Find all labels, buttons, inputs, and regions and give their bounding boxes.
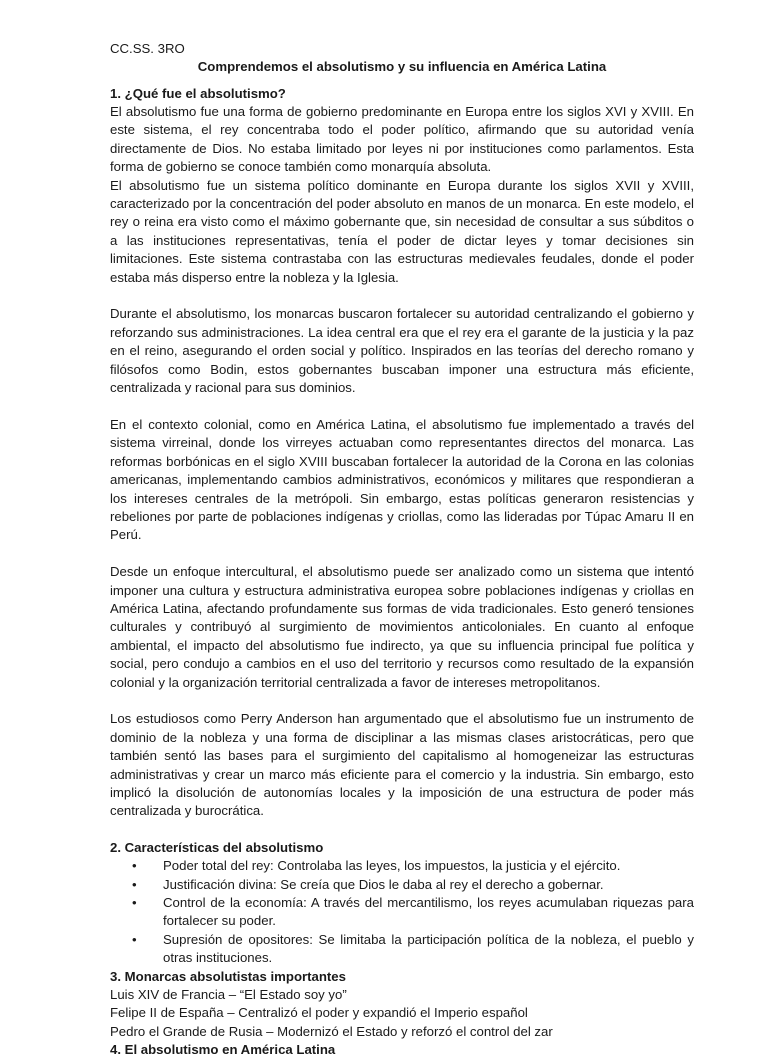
paragraph-4: En el contexto colonial, como en América Latina, el absolutismo fue implementado a través del sistema virreinal, donde los virreyes actuaban como representantes directos del monarca. Las reformas borbónicas en el siglo XVIII buscaban fortalecer la autoridad de la Corona en las colonias americanas, implementando cambios administrativos, económicos y militares que respondieran a los intereses centrales de la metrópoli. Sin embargo, estas políticas generaron resistencias y rebeliones por parte de poblaciones indígenas y criollas, como las lideradas por Túpac Amaru II en Perú.: [110, 416, 694, 543]
document-page: [110, 40, 694, 1059]
list-item-text: Poder total del rey: Controlaba las leyes, los impuestos, la justicia y el ejército.: [163, 858, 621, 874]
bullet-icon: •: [132, 894, 137, 910]
list-item-text: Control de la economía: A través del mercantilismo, los reyes acumulaban riquezas para fortalecer su poder.: [163, 894, 694, 929]
list-item: [110, 876, 694, 894]
paragraph-2: El absolutismo fue un sistema político dominante en Europa durante los siglos XVII y XVIII, caracterizado por la concentración del poder absoluto en manos de un monarca. En este modelo, el rey o reina era visto como el máximo gobernante que, sin necesidad de consultar a sus súbditos o a las instituciones representativas, tenía el poder de dictar leyes y tomar decisiones sin limitaciones. Este sistema contrastaba con las estructuras medievales feudales, donde el poder estaba más disperso entre la nobleza y la Iglesia.: [110, 177, 694, 285]
bullet-icon: •: [132, 858, 137, 874]
list-item: [110, 931, 694, 968]
monarch-line: Luis XIV de Francia – “El Estado soy yo”: [110, 986, 347, 1002]
paragraph-spacer: [110, 821, 694, 839]
bullet-icon: •: [132, 876, 137, 892]
list-item-text: Justificación divina: Se creía que Dios le daba al rey el derecho a gobernar.: [163, 876, 604, 892]
paragraph-spacer: [110, 397, 694, 415]
list-item: [110, 894, 694, 931]
section-4-heading: 4. El absolutismo en América Latina: [110, 1042, 336, 1058]
monarch-line: Felipe II de España – Centralizó el poder y expandió el Imperio español: [110, 1005, 528, 1021]
paragraph-spacer: [110, 692, 694, 710]
document-title: Comprendemos el absolutismo y su influencia en América Latina: [197, 59, 607, 74]
list-item-text: Supresión de opositores: Se limitaba la participación política de la nobleza, el pueblo y otras instituciones.: [163, 931, 694, 966]
paragraph-spacer: [110, 545, 694, 563]
list-item: [110, 857, 694, 875]
monarch-line: Pedro el Grande de Rusia – Modernizó el Estado y reforzó el control del zar: [110, 1023, 553, 1039]
paragraph-5: Desde un enfoque intercultural, el absolutismo puede ser analizado como un sistema que intentó imponer una cultura y estructura administrativa europea sobre poblaciones indígenas y criollas en América Latina, afectando profundamente sus formas de vida tradicionales. Esto generó tensiones culturales y contribuyó al surgimiento de movimientos anticoloniales. En cuanto al enfoque ambiental, el impacto del absolutismo fue indirecto, ya que su influencia principal fue política y social, pero condujo a cambios en el uso del territorio y recursos como resultado de la expansión colonial y la organización territorial centralizada a favor de intereses metropolitanos.: [110, 564, 694, 690]
course-label: CC.SS. 3RO: [110, 41, 185, 56]
section-3-heading: 3. Monarcas absolutistas importantes: [110, 968, 346, 984]
section-1-heading: 1. ¿Qué fue el absolutismo?: [110, 86, 286, 101]
characteristics-list: [110, 857, 694, 967]
paragraph-1: El absolutismo fue una forma de gobierno predominante en Europa entre los siglos XVI y XVIII. En este sistema, el rey concentraba todo el poder político, afirmando que su autoridad venía directamente de Dios. No estaba limitado por leyes ni por instituciones como parlamentos. Esta forma de gobierno se conoce también como monarquía absoluta.: [110, 104, 694, 175]
paragraph-spacer: [110, 287, 694, 305]
section-2-heading: 2. Características del absolutismo: [110, 840, 324, 856]
bullet-icon: •: [132, 931, 137, 947]
paragraph-6: Los estudiosos como Perry Anderson han argumentado que el absolutismo fue un instrumento de dominio de la nobleza y una forma de disciplinar a las mismas clases aristocráticas, pero que también sentó las bases para el surgimiento del capitalismo al homogeneizar las estructuras administrativas y crear un marco más eficiente para el comercio y la industria. Sin embargo, esto implicó la disolución de autonomías locales y la imposición de una estructura de poder más centralizada y burocrática.: [110, 711, 694, 819]
paragraph-3: Durante el absolutismo, los monarcas buscaron fortalecer su autoridad centralizando el gobierno y reforzando sus administraciones. La idea central era que el rey era el garante de la justicia y la paz en el reino, asegurando el orden social y político. Inspirados en las teorías del derecho romano y filósofos como Bodin, estos gobernantes buscaban imponer una estructura más eficiente, centralizada y racional para sus dominios.: [110, 306, 694, 396]
